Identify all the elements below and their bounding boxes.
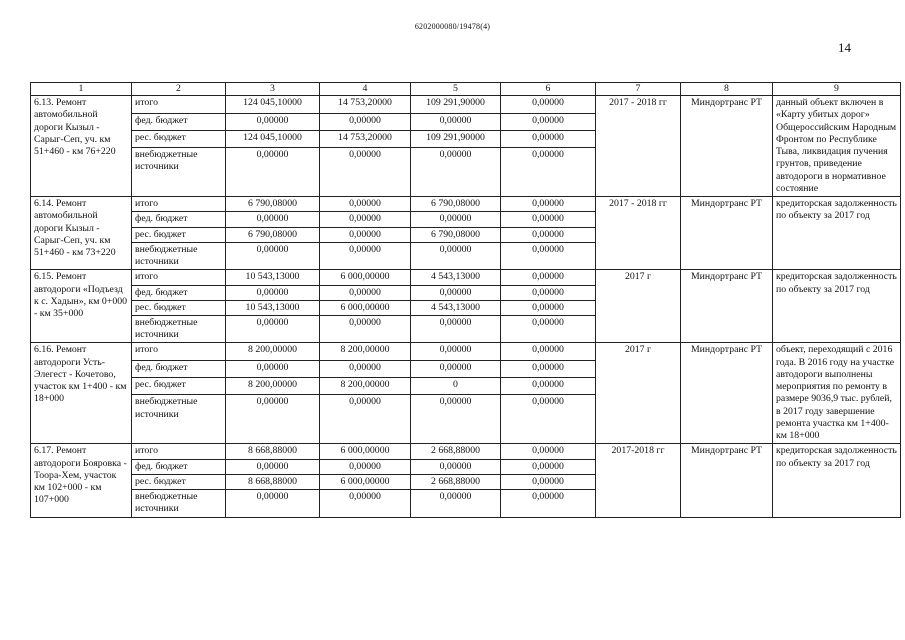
funding-source: фед. бюджет [132, 285, 226, 300]
total-amount: 124 045,10000 [226, 130, 320, 147]
amount-col5: 6 790,08000 [411, 227, 501, 242]
amount-col5: 0,00000 [411, 242, 501, 269]
amount-col5: 109 291,90000 [411, 96, 501, 113]
amount-col4: 0,00000 [320, 148, 411, 197]
amount-col4: 8 200,00000 [320, 343, 411, 360]
note: кредиторская задолженность по объекту за 2017 год [773, 444, 901, 517]
period: 2017 - 2018 гг [596, 197, 681, 270]
page-number: 14 [838, 40, 851, 55]
funding-source: фед. бюджет [132, 113, 226, 130]
amount-col4: 0,00000 [320, 227, 411, 242]
table-row [31, 96, 901, 113]
amount-col6: 0,00000 [501, 490, 596, 517]
total-amount: 8 668,88000 [226, 444, 320, 459]
object-name: 6.14. Ремонт автомобильной дороги Кызыл - Сарыг-Сеп, уч. км 51+460 - км 73+220 [31, 197, 132, 270]
amount-col4: 14 753,20000 [320, 96, 411, 113]
funding-source: фед. бюджет [132, 459, 226, 474]
amount-col6: 0,00000 [501, 360, 596, 377]
funding-source: итого [132, 343, 226, 360]
column-header: 5 [411, 83, 501, 96]
funding-source: рес. бюджет [132, 378, 226, 395]
amount-col4: 6 000,00000 [320, 270, 411, 285]
column-header: 9 [773, 83, 901, 96]
note: кредиторская задолженность по объекту за 2017 год [773, 197, 901, 270]
column-header: 6 [501, 83, 596, 96]
executor: Миндортранс РТ [681, 197, 773, 270]
amount-col5: 0,00000 [411, 113, 501, 130]
total-amount: 0,00000 [226, 242, 320, 269]
amount-col6: 0,00000 [501, 270, 596, 285]
column-header: 4 [320, 83, 411, 96]
amount-col6: 0,00000 [501, 148, 596, 197]
note: данный объект включен в «Карту убитых дорог» Общероссийским Народным Фронтом по Республике Тыва, ликвидация пучения грунтов, приведение автодороги в нормативное состояние [773, 96, 901, 197]
funding-source: итого [132, 444, 226, 459]
amount-col6: 0,00000 [501, 197, 596, 212]
funding-source: итого [132, 270, 226, 285]
table-row [31, 444, 901, 459]
executor: Миндортранс РТ [681, 343, 773, 444]
table-row [31, 197, 901, 212]
document-id: 6202000080/19478(4) [414, 22, 491, 31]
amount-col6: 0,00000 [501, 212, 596, 227]
total-amount: 0,00000 [226, 395, 320, 444]
amount-col4: 0,00000 [320, 360, 411, 377]
period: 2017 г [596, 343, 681, 444]
amount-col6: 0,00000 [501, 474, 596, 489]
column-header: 1 [31, 83, 132, 96]
total-amount: 0,00000 [226, 490, 320, 517]
executor: Миндортранс РТ [681, 96, 773, 197]
amount-col5: 4 543,13000 [411, 300, 501, 315]
total-amount: 0,00000 [226, 459, 320, 474]
amount-col4: 0,00000 [320, 242, 411, 269]
funding-source: фед. бюджет [132, 212, 226, 227]
amount-col5: 0,00000 [411, 315, 501, 342]
amount-col4: 0,00000 [320, 212, 411, 227]
object-name: 6.17. Ремонт автодороги Бояровка - Тоора-Хем, участок км 102+000 - км 107+000 [31, 444, 132, 517]
funding-source: рес. бюджет [132, 130, 226, 147]
total-amount: 0,00000 [226, 315, 320, 342]
total-amount: 6 790,08000 [226, 197, 320, 212]
financing-table [30, 82, 901, 518]
funding-source: внебюджетные источники [132, 315, 226, 342]
amount-col4: 0,00000 [320, 113, 411, 130]
total-amount: 0,00000 [226, 113, 320, 130]
amount-col4: 0,00000 [320, 490, 411, 517]
funding-source: внебюджетные источники [132, 148, 226, 197]
amount-col6: 0,00000 [501, 315, 596, 342]
table-row [31, 270, 901, 285]
amount-col6: 0,00000 [501, 242, 596, 269]
executor: Миндортранс РТ [681, 270, 773, 343]
period: 2017 г [596, 270, 681, 343]
note: объект, переходящий с 2016 года. В 2016 году на участке автодороги выполнены мероприятия по ремонту в размере 9036,9 тыс. рублей, в 2017 году завершение ремонта участка км 1+400- км 18+000 [773, 343, 901, 444]
amount-col4: 8 200,00000 [320, 378, 411, 395]
total-amount: 10 543,13000 [226, 300, 320, 315]
amount-col6: 0,00000 [501, 300, 596, 315]
amount-col6: 0,00000 [501, 343, 596, 360]
amount-col5: 0,00000 [411, 395, 501, 444]
amount-col5: 0,00000 [411, 459, 501, 474]
amount-col5: 0,00000 [411, 212, 501, 227]
object-name: 6.15. Ремонт автодороги «Подъезд к с. Хадын», км 0+000 - км 35+000 [31, 270, 132, 343]
amount-col4: 0,00000 [320, 459, 411, 474]
column-header: 2 [132, 83, 226, 96]
funding-source: рес. бюджет [132, 227, 226, 242]
funding-source: итого [132, 197, 226, 212]
amount-col5: 4 543,13000 [411, 270, 501, 285]
amount-col4: 14 753,20000 [320, 130, 411, 147]
funding-source: внебюджетные источники [132, 490, 226, 517]
amount-col6: 0,00000 [501, 130, 596, 147]
object-name: 6.13. Ремонт автомобильной дороги Кызыл - Сарыг-Сеп, уч. км 51+460 - км 76+220 [31, 96, 132, 197]
object-name: 6.16. Ремонт автодороги Усть-Элегест - Кочетово, участок км 1+400 - км 18+000 [31, 343, 132, 444]
column-number-row [31, 83, 901, 96]
note: кредиторская задолженность по объекту за 2017 год [773, 270, 901, 343]
amount-col5: 0,00000 [411, 343, 501, 360]
amount-col6: 0,00000 [501, 378, 596, 395]
total-amount: 10 543,13000 [226, 270, 320, 285]
total-amount: 0,00000 [226, 148, 320, 197]
funding-source: итого [132, 96, 226, 113]
total-amount: 0,00000 [226, 212, 320, 227]
amount-col5: 0,00000 [411, 285, 501, 300]
amount-col4: 0,00000 [320, 315, 411, 342]
amount-col5: 109 291,90000 [411, 130, 501, 147]
total-amount: 8 668,88000 [226, 474, 320, 489]
amount-col4: 0,00000 [320, 285, 411, 300]
amount-col6: 0,00000 [501, 444, 596, 459]
amount-col4: 6 000,00000 [320, 444, 411, 459]
total-amount: 0,00000 [226, 285, 320, 300]
amount-col6: 0,00000 [501, 285, 596, 300]
table-row [31, 343, 901, 360]
amount-col5: 0,00000 [411, 490, 501, 517]
amount-col6: 0,00000 [501, 395, 596, 444]
total-amount: 6 790,08000 [226, 227, 320, 242]
amount-col5: 0,00000 [411, 360, 501, 377]
period: 2017 - 2018 гг [596, 96, 681, 197]
column-header: 3 [226, 83, 320, 96]
column-header: 7 [596, 83, 681, 96]
amount-col4: 6 000,00000 [320, 474, 411, 489]
funding-source: фед. бюджет [132, 360, 226, 377]
amount-col5: 2 668,88000 [411, 444, 501, 459]
amount-col6: 0,00000 [501, 113, 596, 130]
funding-source: рес. бюджет [132, 300, 226, 315]
amount-col4: 0,00000 [320, 395, 411, 444]
amount-col5: 2 668,88000 [411, 474, 501, 489]
total-amount: 124 045,10000 [226, 96, 320, 113]
funding-source: внебюджетные источники [132, 395, 226, 444]
executor: Миндортранс РТ [681, 444, 773, 517]
amount-col6: 0,00000 [501, 459, 596, 474]
funding-source: внебюджетные источники [132, 242, 226, 269]
period: 2017-2018 гг [596, 444, 681, 517]
total-amount: 8 200,00000 [226, 378, 320, 395]
column-header: 8 [681, 83, 773, 96]
amount-col6: 0,00000 [501, 96, 596, 113]
amount-col4: 6 000,00000 [320, 300, 411, 315]
total-amount: 8 200,00000 [226, 343, 320, 360]
amount-col5: 6 790,08000 [411, 197, 501, 212]
amount-col4: 0,00000 [320, 197, 411, 212]
amount-col6: 0,00000 [501, 227, 596, 242]
amount-col5: 0 [411, 378, 501, 395]
total-amount: 0,00000 [226, 360, 320, 377]
amount-col5: 0,00000 [411, 148, 501, 197]
funding-source: рес. бюджет [132, 474, 226, 489]
